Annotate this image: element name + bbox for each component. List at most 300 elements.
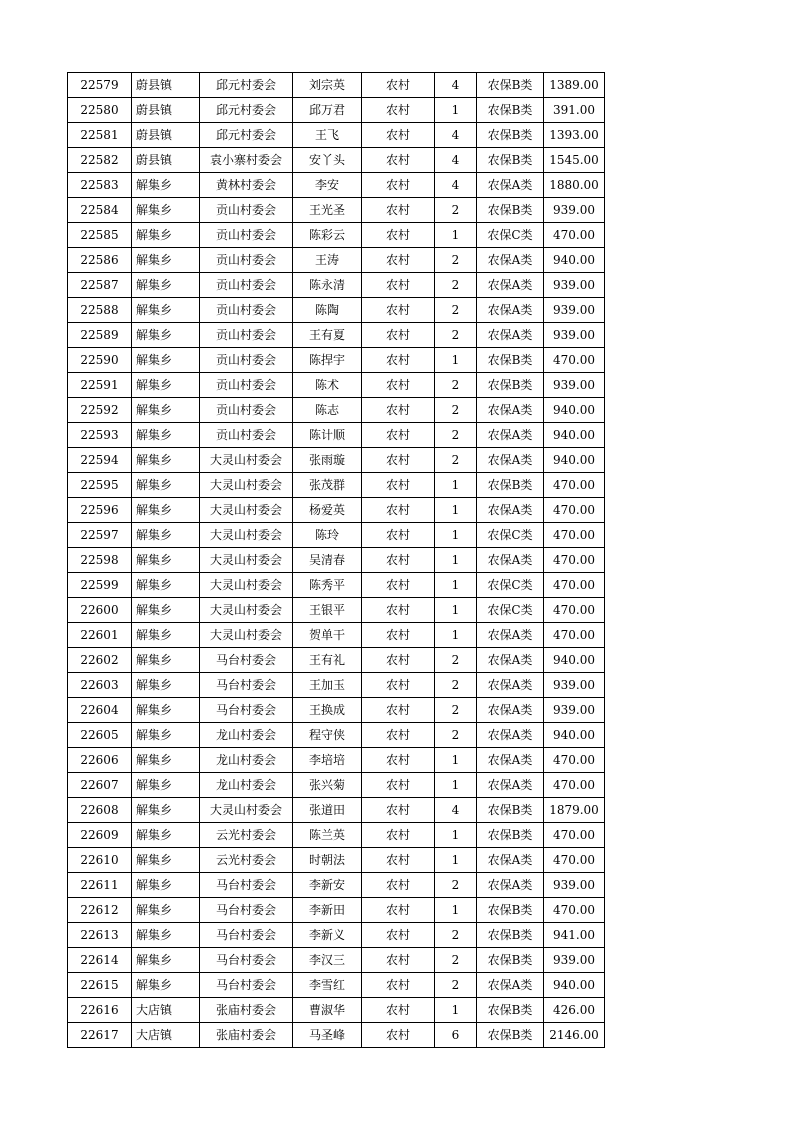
amount-cell: 470.00	[544, 823, 605, 848]
table-row	[68, 823, 605, 848]
amount-cell: 391.00	[544, 98, 605, 123]
insurance-category-cell: 农保A类	[477, 173, 544, 198]
person-name-cell: 杨爱英	[293, 498, 362, 523]
table-row	[68, 973, 605, 998]
village-committee-cell: 马台村委会	[200, 698, 293, 723]
person-name-cell: 陈彩云	[293, 223, 362, 248]
record-id-cell: 22603	[68, 673, 132, 698]
household-type-cell: 农村	[362, 98, 435, 123]
insurance-category-cell: 农保A类	[477, 323, 544, 348]
township-cell: 解集乡	[132, 348, 200, 373]
household-type-cell: 农村	[362, 373, 435, 398]
table-row	[68, 248, 605, 273]
record-id-cell: 22599	[68, 573, 132, 598]
member-count-cell: 1	[435, 573, 477, 598]
insurance-category-cell: 农保A类	[477, 748, 544, 773]
member-count-cell: 2	[435, 698, 477, 723]
person-name-cell: 张茂群	[293, 473, 362, 498]
insurance-category-cell: 农保A类	[477, 448, 544, 473]
insurance-category-cell: 农保B类	[477, 348, 544, 373]
township-cell: 蔚县镇	[132, 73, 200, 98]
amount-cell: 1880.00	[544, 173, 605, 198]
member-count-cell: 4	[435, 73, 477, 98]
amount-cell: 940.00	[544, 648, 605, 673]
person-name-cell: 贺单干	[293, 623, 362, 648]
insurance-category-cell: 农保C类	[477, 223, 544, 248]
village-committee-cell: 大灵山村委会	[200, 623, 293, 648]
amount-cell: 939.00	[544, 873, 605, 898]
amount-cell: 941.00	[544, 923, 605, 948]
table-row	[68, 223, 605, 248]
township-cell: 解集乡	[132, 423, 200, 448]
household-type-cell: 农村	[362, 173, 435, 198]
amount-cell: 470.00	[544, 348, 605, 373]
household-type-cell: 农村	[362, 273, 435, 298]
insurance-category-cell: 农保A类	[477, 548, 544, 573]
township-cell: 蔚县镇	[132, 123, 200, 148]
amount-cell: 939.00	[544, 198, 605, 223]
record-id-cell: 22614	[68, 948, 132, 973]
village-committee-cell: 贡山村委会	[200, 223, 293, 248]
township-cell: 解集乡	[132, 748, 200, 773]
person-name-cell: 吴清春	[293, 548, 362, 573]
insurance-category-cell: 农保B类	[477, 948, 544, 973]
village-committee-cell: 大灵山村委会	[200, 448, 293, 473]
insurance-category-cell: 农保A类	[477, 298, 544, 323]
insurance-category-cell: 农保B类	[477, 148, 544, 173]
table-row	[68, 123, 605, 148]
insurance-category-cell: 农保C类	[477, 573, 544, 598]
insurance-category-cell: 农保C类	[477, 523, 544, 548]
amount-cell: 939.00	[544, 948, 605, 973]
insurance-category-cell: 农保B类	[477, 73, 544, 98]
member-count-cell: 2	[435, 448, 477, 473]
person-name-cell: 陈计顺	[293, 423, 362, 448]
household-type-cell: 农村	[362, 423, 435, 448]
village-committee-cell: 云光村委会	[200, 823, 293, 848]
amount-cell: 426.00	[544, 998, 605, 1023]
household-type-cell: 农村	[362, 998, 435, 1023]
table-row	[68, 448, 605, 473]
insurance-category-cell: 农保A类	[477, 398, 544, 423]
insurance-category-cell: 农保A类	[477, 698, 544, 723]
record-id-cell: 22617	[68, 1023, 132, 1048]
village-committee-cell: 贡山村委会	[200, 298, 293, 323]
village-committee-cell: 大灵山村委会	[200, 798, 293, 823]
amount-cell: 940.00	[544, 423, 605, 448]
person-name-cell: 陈兰英	[293, 823, 362, 848]
table-row	[68, 473, 605, 498]
person-name-cell: 陈玲	[293, 523, 362, 548]
member-count-cell: 2	[435, 323, 477, 348]
person-name-cell: 王光圣	[293, 198, 362, 223]
member-count-cell: 2	[435, 298, 477, 323]
member-count-cell: 2	[435, 398, 477, 423]
member-count-cell: 1	[435, 498, 477, 523]
table-row	[68, 323, 605, 348]
household-type-cell: 农村	[362, 673, 435, 698]
household-type-cell: 农村	[362, 798, 435, 823]
amount-cell: 939.00	[544, 323, 605, 348]
amount-cell: 939.00	[544, 298, 605, 323]
record-id-cell: 22610	[68, 848, 132, 873]
household-type-cell: 农村	[362, 398, 435, 423]
insurance-category-cell: 农保B类	[477, 823, 544, 848]
person-name-cell: 李新安	[293, 873, 362, 898]
member-count-cell: 1	[435, 548, 477, 573]
member-count-cell: 2	[435, 973, 477, 998]
township-cell: 解集乡	[132, 523, 200, 548]
insurance-category-cell: 农保A类	[477, 423, 544, 448]
village-committee-cell: 大灵山村委会	[200, 523, 293, 548]
insurance-category-cell: 农保A类	[477, 248, 544, 273]
household-type-cell: 农村	[362, 898, 435, 923]
household-type-cell: 农村	[362, 123, 435, 148]
person-name-cell: 李安	[293, 173, 362, 198]
record-id-cell: 22592	[68, 398, 132, 423]
person-name-cell: 王飞	[293, 123, 362, 148]
member-count-cell: 4	[435, 148, 477, 173]
record-id-cell: 22600	[68, 598, 132, 623]
person-name-cell: 王加玉	[293, 673, 362, 698]
township-cell: 解集乡	[132, 598, 200, 623]
insurance-category-cell: 农保B类	[477, 923, 544, 948]
table-row	[68, 523, 605, 548]
member-count-cell: 1	[435, 998, 477, 1023]
village-committee-cell: 贡山村委会	[200, 323, 293, 348]
record-id-cell: 22594	[68, 448, 132, 473]
household-type-cell: 农村	[362, 1023, 435, 1048]
household-type-cell: 农村	[362, 498, 435, 523]
member-count-cell: 2	[435, 373, 477, 398]
amount-cell: 1879.00	[544, 798, 605, 823]
person-name-cell: 张道田	[293, 798, 362, 823]
village-committee-cell: 贡山村委会	[200, 273, 293, 298]
person-name-cell: 李雪红	[293, 973, 362, 998]
table-row	[68, 598, 605, 623]
village-committee-cell: 大灵山村委会	[200, 573, 293, 598]
amount-cell: 470.00	[544, 598, 605, 623]
record-id-cell: 22605	[68, 723, 132, 748]
village-committee-cell: 张庙村委会	[200, 998, 293, 1023]
table-row	[68, 923, 605, 948]
record-id-cell: 22586	[68, 248, 132, 273]
amount-cell: 940.00	[544, 398, 605, 423]
person-name-cell: 李新田	[293, 898, 362, 923]
township-cell: 蔚县镇	[132, 148, 200, 173]
member-count-cell: 4	[435, 123, 477, 148]
township-cell: 解集乡	[132, 223, 200, 248]
table-row	[68, 623, 605, 648]
person-name-cell: 陈永清	[293, 273, 362, 298]
person-name-cell: 张雨璇	[293, 448, 362, 473]
table-row	[68, 673, 605, 698]
village-committee-cell: 大灵山村委会	[200, 498, 293, 523]
insurance-category-cell: 农保A类	[477, 973, 544, 998]
amount-cell: 940.00	[544, 973, 605, 998]
insurance-category-cell: 农保C类	[477, 598, 544, 623]
township-cell: 解集乡	[132, 298, 200, 323]
person-name-cell: 安丫头	[293, 148, 362, 173]
member-count-cell: 1	[435, 223, 477, 248]
person-name-cell: 王涛	[293, 248, 362, 273]
amount-cell: 470.00	[544, 498, 605, 523]
member-count-cell: 2	[435, 248, 477, 273]
person-name-cell: 时朝法	[293, 848, 362, 873]
table-row	[68, 698, 605, 723]
table-row	[68, 948, 605, 973]
record-id-cell: 22590	[68, 348, 132, 373]
township-cell: 解集乡	[132, 398, 200, 423]
township-cell: 蔚县镇	[132, 98, 200, 123]
person-name-cell: 张兴菊	[293, 773, 362, 798]
member-count-cell: 1	[435, 823, 477, 848]
household-type-cell: 农村	[362, 873, 435, 898]
village-committee-cell: 贡山村委会	[200, 348, 293, 373]
amount-cell: 470.00	[544, 573, 605, 598]
township-cell: 解集乡	[132, 548, 200, 573]
member-count-cell: 4	[435, 798, 477, 823]
table-row	[68, 748, 605, 773]
insurance-category-cell: 农保B类	[477, 1023, 544, 1048]
table-row	[68, 848, 605, 873]
household-type-cell: 农村	[362, 573, 435, 598]
table-row	[68, 723, 605, 748]
insurance-category-cell: 农保B类	[477, 473, 544, 498]
insurance-category-cell: 农保A类	[477, 773, 544, 798]
insurance-category-cell: 农保A类	[477, 648, 544, 673]
household-type-cell: 农村	[362, 598, 435, 623]
insurance-category-cell: 农保B类	[477, 98, 544, 123]
insurance-category-cell: 农保A类	[477, 623, 544, 648]
amount-cell: 470.00	[544, 223, 605, 248]
township-cell: 大店镇	[132, 1023, 200, 1048]
household-type-cell: 农村	[362, 323, 435, 348]
township-cell: 解集乡	[132, 823, 200, 848]
person-name-cell: 陈秀平	[293, 573, 362, 598]
amount-cell: 1393.00	[544, 123, 605, 148]
township-cell: 大店镇	[132, 998, 200, 1023]
household-type-cell: 农村	[362, 448, 435, 473]
township-cell: 解集乡	[132, 723, 200, 748]
person-name-cell: 王有礼	[293, 648, 362, 673]
record-id-cell: 22608	[68, 798, 132, 823]
household-type-cell: 农村	[362, 698, 435, 723]
household-type-cell: 农村	[362, 648, 435, 673]
member-count-cell: 2	[435, 423, 477, 448]
amount-cell: 939.00	[544, 273, 605, 298]
insurance-category-cell: 农保A类	[477, 848, 544, 873]
household-type-cell: 农村	[362, 848, 435, 873]
person-name-cell: 王银平	[293, 598, 362, 623]
record-id-cell: 22597	[68, 523, 132, 548]
member-count-cell: 2	[435, 198, 477, 223]
village-committee-cell: 云光村委会	[200, 848, 293, 873]
amount-cell: 470.00	[544, 848, 605, 873]
record-id-cell: 22604	[68, 698, 132, 723]
record-id-cell: 22596	[68, 498, 132, 523]
record-id-cell: 22611	[68, 873, 132, 898]
member-count-cell: 1	[435, 898, 477, 923]
amount-cell: 940.00	[544, 248, 605, 273]
record-id-cell: 22587	[68, 273, 132, 298]
member-count-cell: 6	[435, 1023, 477, 1048]
amount-cell: 470.00	[544, 773, 605, 798]
member-count-cell: 1	[435, 98, 477, 123]
table-row	[68, 298, 605, 323]
record-id-cell: 22616	[68, 998, 132, 1023]
insurance-category-cell: 农保A类	[477, 873, 544, 898]
table-row	[68, 73, 605, 98]
insurance-category-cell: 农保B类	[477, 198, 544, 223]
record-id-cell: 22582	[68, 148, 132, 173]
village-committee-cell: 马台村委会	[200, 948, 293, 973]
insurance-category-cell: 农保B类	[477, 798, 544, 823]
amount-cell: 470.00	[544, 623, 605, 648]
record-id-cell: 22609	[68, 823, 132, 848]
member-count-cell: 1	[435, 523, 477, 548]
household-type-cell: 农村	[362, 823, 435, 848]
township-cell: 解集乡	[132, 248, 200, 273]
person-name-cell: 刘宗英	[293, 73, 362, 98]
village-committee-cell: 黄林村委会	[200, 173, 293, 198]
table-row	[68, 423, 605, 448]
table-row	[68, 173, 605, 198]
table-row	[68, 398, 605, 423]
village-committee-cell: 张庙村委会	[200, 1023, 293, 1048]
record-id-cell: 22584	[68, 198, 132, 223]
person-name-cell: 李汉三	[293, 948, 362, 973]
township-cell: 解集乡	[132, 498, 200, 523]
household-type-cell: 农村	[362, 523, 435, 548]
village-committee-cell: 贡山村委会	[200, 398, 293, 423]
amount-cell: 940.00	[544, 723, 605, 748]
household-type-cell: 农村	[362, 298, 435, 323]
household-type-cell: 农村	[362, 148, 435, 173]
amount-cell: 2146.00	[544, 1023, 605, 1048]
amount-cell: 470.00	[544, 473, 605, 498]
table-row	[68, 148, 605, 173]
person-name-cell: 李培培	[293, 748, 362, 773]
table-row	[68, 898, 605, 923]
amount-cell: 1545.00	[544, 148, 605, 173]
member-count-cell: 1	[435, 848, 477, 873]
person-name-cell: 邱万君	[293, 98, 362, 123]
amount-cell: 939.00	[544, 673, 605, 698]
record-id-cell: 22589	[68, 323, 132, 348]
record-id-cell: 22606	[68, 748, 132, 773]
village-committee-cell: 龙山村委会	[200, 773, 293, 798]
member-count-cell: 4	[435, 173, 477, 198]
household-type-cell: 农村	[362, 548, 435, 573]
village-committee-cell: 大灵山村委会	[200, 548, 293, 573]
village-committee-cell: 大灵山村委会	[200, 598, 293, 623]
township-cell: 解集乡	[132, 848, 200, 873]
township-cell: 解集乡	[132, 573, 200, 598]
township-cell: 解集乡	[132, 673, 200, 698]
insurance-category-cell: 农保B类	[477, 373, 544, 398]
record-id-cell: 22615	[68, 973, 132, 998]
township-cell: 解集乡	[132, 198, 200, 223]
record-id-cell: 22583	[68, 173, 132, 198]
village-committee-cell: 袁小寨村委会	[200, 148, 293, 173]
township-cell: 解集乡	[132, 648, 200, 673]
records-table-body	[68, 73, 605, 1048]
record-id-cell: 22595	[68, 473, 132, 498]
record-id-cell: 22613	[68, 923, 132, 948]
table-row	[68, 498, 605, 523]
township-cell: 解集乡	[132, 873, 200, 898]
member-count-cell: 1	[435, 748, 477, 773]
person-name-cell: 陈捍宇	[293, 348, 362, 373]
township-cell: 解集乡	[132, 948, 200, 973]
record-id-cell: 22581	[68, 123, 132, 148]
village-committee-cell: 邱元村委会	[200, 98, 293, 123]
records-table	[67, 72, 605, 1048]
table-row	[68, 1023, 605, 1048]
record-id-cell: 22593	[68, 423, 132, 448]
insurance-category-cell: 农保B类	[477, 998, 544, 1023]
record-id-cell: 22588	[68, 298, 132, 323]
table-row	[68, 798, 605, 823]
village-committee-cell: 龙山村委会	[200, 723, 293, 748]
amount-cell: 470.00	[544, 748, 605, 773]
household-type-cell: 农村	[362, 223, 435, 248]
member-count-cell: 2	[435, 648, 477, 673]
table-row	[68, 573, 605, 598]
village-committee-cell: 龙山村委会	[200, 748, 293, 773]
member-count-cell: 2	[435, 923, 477, 948]
person-name-cell: 陈陶	[293, 298, 362, 323]
insurance-category-cell: 农保B类	[477, 898, 544, 923]
household-type-cell: 农村	[362, 748, 435, 773]
township-cell: 解集乡	[132, 273, 200, 298]
amount-cell: 470.00	[544, 548, 605, 573]
table-row	[68, 198, 605, 223]
record-id-cell: 22585	[68, 223, 132, 248]
township-cell: 解集乡	[132, 323, 200, 348]
insurance-category-cell: 农保A类	[477, 673, 544, 698]
person-name-cell: 陈志	[293, 398, 362, 423]
member-count-cell: 2	[435, 723, 477, 748]
person-name-cell: 陈术	[293, 373, 362, 398]
amount-cell: 939.00	[544, 698, 605, 723]
amount-cell: 470.00	[544, 898, 605, 923]
table-row	[68, 373, 605, 398]
township-cell: 解集乡	[132, 898, 200, 923]
member-count-cell: 1	[435, 623, 477, 648]
table-row	[68, 548, 605, 573]
table-row	[68, 998, 605, 1023]
village-committee-cell: 贡山村委会	[200, 248, 293, 273]
village-committee-cell: 邱元村委会	[200, 123, 293, 148]
amount-cell: 1389.00	[544, 73, 605, 98]
insurance-category-cell: 农保A类	[477, 723, 544, 748]
township-cell: 解集乡	[132, 448, 200, 473]
member-count-cell: 2	[435, 948, 477, 973]
record-id-cell: 22579	[68, 73, 132, 98]
household-type-cell: 农村	[362, 473, 435, 498]
member-count-cell: 1	[435, 773, 477, 798]
household-type-cell: 农村	[362, 773, 435, 798]
household-type-cell: 农村	[362, 73, 435, 98]
village-committee-cell: 马台村委会	[200, 873, 293, 898]
township-cell: 解集乡	[132, 698, 200, 723]
household-type-cell: 农村	[362, 948, 435, 973]
amount-cell: 939.00	[544, 373, 605, 398]
insurance-category-cell: 农保A类	[477, 498, 544, 523]
household-type-cell: 农村	[362, 623, 435, 648]
